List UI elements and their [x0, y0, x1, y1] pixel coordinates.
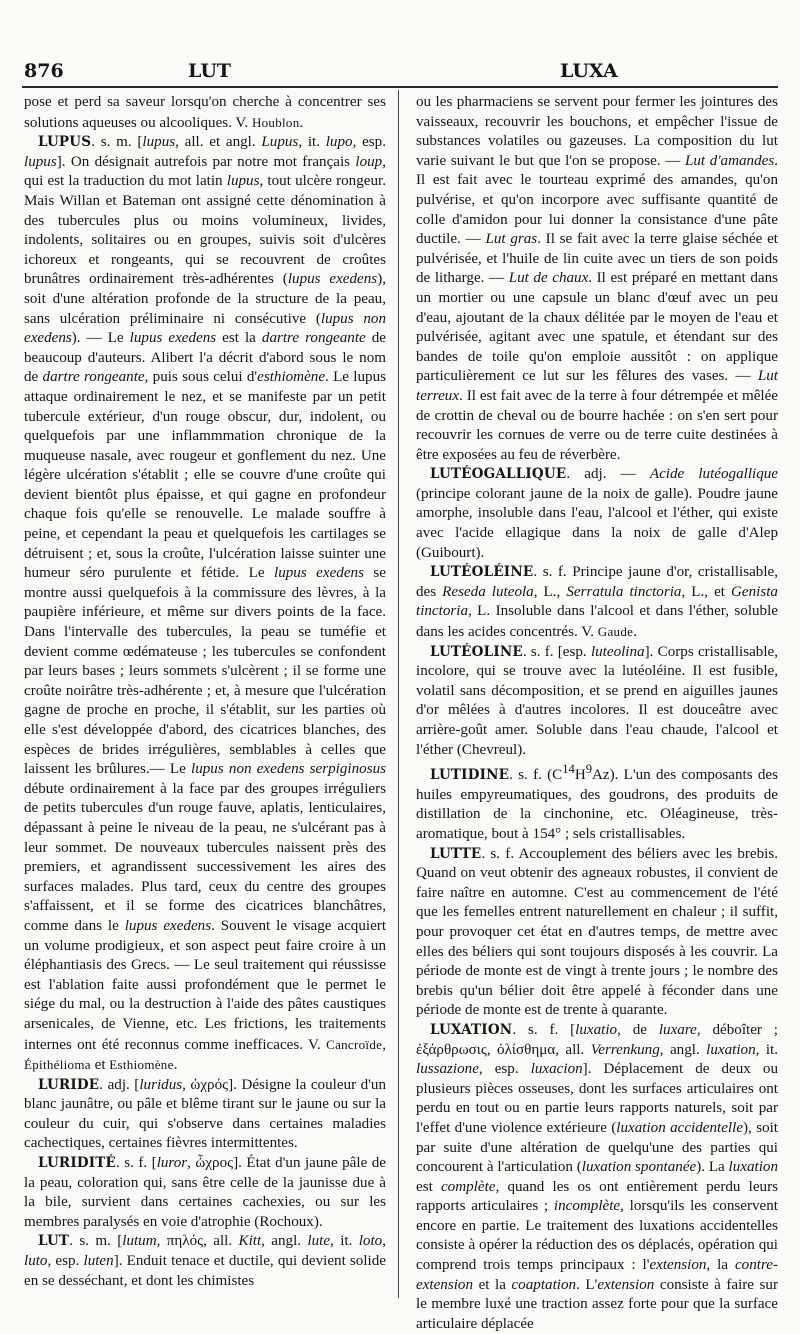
entry-luteoline: LUTÉOLINE. s. f. [esp. luteolina]. Corps cristallisable, incolore, qui se trouve avec la lutéoléine. Il est fusible, volatil sans décomposition, et se prend en aiguilles jaunes d'or mêlées à d'autres incolores. Il est douceâtre avec arrière-goût amer. Soluble dans l'eau chaude, l'alcool et l'éther (Chevreul). [416, 643, 778, 758]
running-head-left: LUT [188, 60, 232, 82]
entry-lutidine: LUTIDINE. s. f. $(C^{14}H^9Az)$. L'un des composants des huiles empyreumatiques, des goudrons, des produits de distillation de la cinchonine, etc. Oléagineuse, très-aromatique, bout à 154° ; sels cristallisables. [416, 762, 778, 842]
entry-luxation: LUXATION. s. f. [luxatio, de luxare, déboîter ; ἐξάρθρωσις, ὀλίσθημα, all. Verrenkung, angl. luxation, it. lussazione, esp. luxacion]. Déplacement de deux ou plusieurs pièces osseuses, dont les surfaces articulaires ont perdu en tout ou en partie leurs rapports naturels, soit par l'effet d'une violence extérieure (luxation accidentelle), soit par suite d'une altération de quelqu'une des parties qui concourent à l'articulation (luxation spontanée). La luxation est complète, quand les os ont entièrement perdu leurs rapports articulaires ; incomplète, lorsqu'ils les conservent encore en partie. Le traitement des luxations accidentelles consiste à opérer la réduction des os déplacés, opération qui comprend trois temps principaux : l'extension, la contre-extension et la coaptation. L'extension consiste à faire sur le membre luxé une traction assez forte pour que la surface articulaire déplacée [416, 1021, 779, 1332]
column-divider [398, 90, 399, 1298]
entry-luridite: LURIDITÉ. s. f. [luror, ὦχρος]. État d'un jaune pâle de la peau, coloration qui, sans être celle de la jaunisse due à la bile, survient dans certaines cachexies, ou sur les membres paralysés en voie d'atrophie (Rochoux). [24, 1155, 386, 1230]
right-column [416, 93, 778, 1334]
entry-luride: LURIDE. adj. [luridus, ὠχρός]. Désigne la couleur d'un blanc jaunâtre, ou pâle et blême tirant sur le jaune ou sur la couleur du cuir, qui s'observe dans certaines maladies cachectiques, certaines fièvres intermittentes. [24, 1076, 387, 1152]
entry-lupus: LUPUS. s. m. [lupus, all. et angl. Lupus, it. lupo, esp. lupus]. On désignait autrefois par notre mot français loup, qui est la traduction du mot latin lupus, tout ulcère rongeur. Mais Willan et Bateman ont assigné cette dénomination à des tubercules plus ou moins volumineux, livides, indolents, solitaires ou en groupes, suivis soit d'ulcères ichoreux et rongeants, qui se recouvrent de croûtes brunâtres ordinairement très-adhérentes (lupus exedens), soit d'une altération profonde de la structure de la peau, sans ulcération préliminaire ni consécutive (lupus non exedens). — Le lupus exedens est la dartre rongeante de beaucoup d'auteurs. Alibert l'a décrit d'abord sous le nom de dartre rongeante, puis sous celui d'esthiomène. Le lupus attaque ordinairement le nez, et se manifeste par un petit tubercule extérieur, d'un rouge obscur, dur, indolent, ou quelquefois par une inflammmation chronique de la muqueuse nasale, avec rougeur et gonflement du nez. Une légère ulcération s'établit ; elle se couvre d'une croûte qui devient bientôt plus épaisse, et qui gagne en profondeur chaque fois qu'elle se renouvelle. Le malade souffre à peine, et cependant la peau et quelquefois les cartilages se détruisent ; et, sous la croûte, l'ulcération laisse suinter une humeur séro purulente et fétide. Le lupus exedens se montre aussi quelquefois à la commissure des lèvres, à la paupière inférieure, et même sur divers points de la face. Dans l'intervalle des tubercules, la peau se tuméfie et devient comme œdémateuse ; les tubercules se confondent par leurs bases ; leurs sommets s'ulcèrent ; il se forme une croûte noirâtre très-adhérente ; et, à mesure que l'ulcération gagne de proche en proche, il s'établit, sur les parties où elle s'est développée d'abord, des cicatrices blanches, des espèces de brides irrégulières, semblables à celles que laissent les brûlures.— Le lupus non exedens serpiginosus débute ordinairement à la face par des groupes irréguliers de petits tubercules d'un rouge fauve, aplatis, lenticulaires, dépassant à peine le niveau de la peau, ne s'ulcérant pas à leur sommet. De nouveaux tubercules naissent près des premiers, et agrandissent successivement les aires des surfaces malades. Plus tard, ceux du centre des groupes s'affaissent, et il se forme des cicatrices blanchâtres, comme dans le lupus exedens. Souvent le visage acquiert un volume prodigieux, et son aspect peut faire croire à un éléphantiasis des Grecs. — Le seul traitement qui réussisse est l'ablation faite aussi profondément que le permet le siége du mal, ou la destruction à l'aide des pâtes caustiques arsenicales, de Vienne, etc. Les frictions, les traitements internes ont été reconnus comme inefficaces. V. Cancroïde, Épithélioma et Esthiomène. [24, 134, 387, 1074]
page-number: 876 [24, 60, 64, 82]
entry-luteoleine: LUTÉOLÉINE. s. f. Principe jaune d'or, cristallisable, des Reseda luteola, L., Serratula tinctoria, L., et Genista tinctoria, L. Insoluble dans l'alcool et dans l'éther, soluble dans les acides concentrés. V. Gaude. [416, 564, 778, 641]
entry-lutte: LUTTE. s. f. Accouplement des béliers avec les brebis. Quand on veut obtenir des agneaux robustes, il convient de faire naître en automne. C'est au commencement de l'été que les femelles entrent naturellement en chaleur ; il suffit, pour provoquer cet état en d'autres temps, de mettre avec elles des béliers qui sont toujours disposés à les couvrir. La période de monte est de vingt à trente jours ; le nombre des brebis qu'un bélier doit être appelé à féconder dans une période de monte est de trente à quarante. [416, 845, 778, 1019]
entry-lut-continued: ou les pharmaciens se servent pour fermer les jointures des vaisseaux, recouvrir les bouchons, et empêcher l'issue de substances volatiles ou gazeuses. La composition du lut varie suivant le but que l'on se propose. — Lut d'amandes. Il est fait avec le tourteau exprimé des amandes, qu'on pulvérise, et qu'on incorpore avec suffisante quantité de colle d'amidon pour lui donner la consistance d'une pâte ductile. — Lut gras. Il se fait avec la terre glaise séchée et pulvérisée, et l'huile de lin cuite avec un tiers de son poids de litharge. — Lut de chaux. Il est préparé en mettant dans un mortier ou une capsule un blanc d'œuf avec un peu d'eau, ajoutant de la chaux délitée par le moyen de l'eau et pulvérisée, agitant avec une spatule, et étendant sur des bandes de toile qu'on emploie aussitôt : on applique particulièrement ce lut sur les fêlures des vases. — Lut terreux. Il est fait avec de la terre à four détrempée et mêlée de crottin de cheval ou de bourre hachée : on s'en sert pour recouvrir les cornues de verre ou de terre cuite destinées à être exposées au feu de réverbère. [416, 94, 779, 463]
running-header [0, 60, 800, 86]
header-rule [22, 86, 778, 88]
running-head-right: LUXA [560, 60, 618, 82]
entry-luteogallique: LUTÉOGALLIQUE. adj. — Acide lutéogallique (principe colorant jaune de la noix de galle). Poudre jaune amorphe, insoluble dans l'eau, l'alcool et l'éther, qui existe avec l'acide ellagique dans la noix de galle d'Alep (Guibourt). [416, 466, 779, 561]
entry-lut: LUT. s. m. [lutum, πηλός, all. Kitt, angl. lute, it. loto, luto, esp. luten]. Enduit tenace et ductile, qui devient solide en se desséchant, et dont les chimistes [24, 1233, 386, 1289]
continued-entry: pose et perd sa saveur lorsqu'on cherche à concentrer ses solutions aqueuses ou alcooliques. V. Houblon. [24, 94, 386, 131]
left-column [24, 93, 386, 1291]
